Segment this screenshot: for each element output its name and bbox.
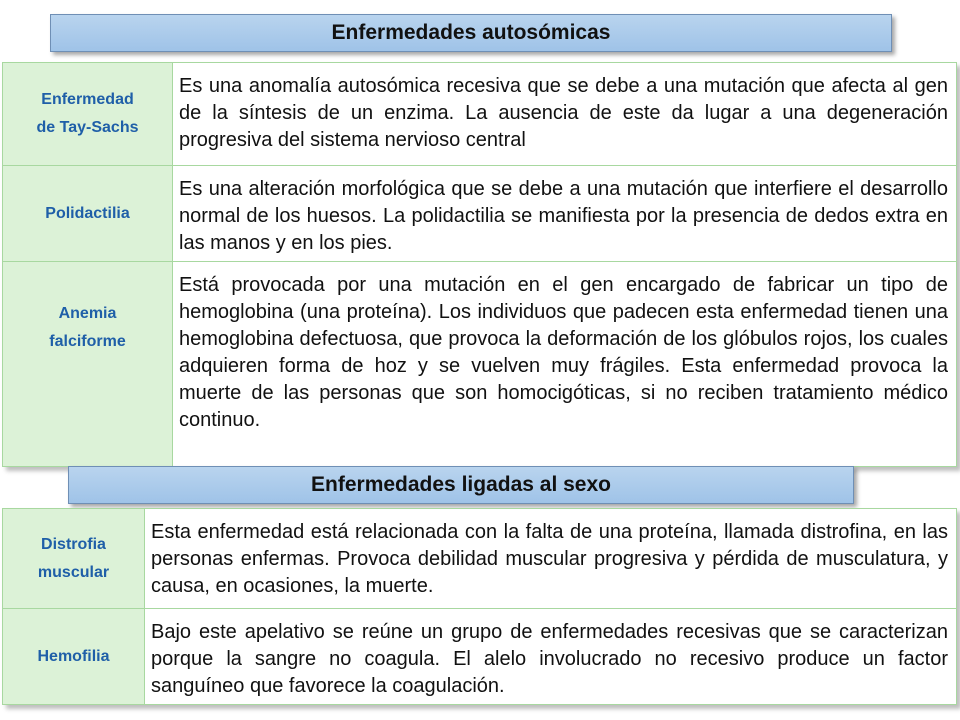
disease-name-line: Hemofilia xyxy=(37,647,110,665)
disease-name-cell xyxy=(3,609,145,705)
disease-name-line: Distrofia xyxy=(41,535,106,553)
sex-linked-diseases-table xyxy=(2,508,957,705)
disease-name-line: muscular xyxy=(37,563,110,581)
sex-linked-section-title: Enfermedades ligadas al sexo xyxy=(68,466,854,504)
table-row xyxy=(3,609,957,705)
table-row xyxy=(3,63,957,166)
disease-name-line: falciforme xyxy=(49,333,126,350)
table-row xyxy=(3,262,957,467)
disease-name-line: de Tay-Sachs xyxy=(36,119,139,136)
disease-name-cell xyxy=(3,63,173,166)
autosomal-section-title: Enfermedades autosómicas xyxy=(50,14,892,52)
disease-name-cell xyxy=(3,509,145,609)
disease-description: Es una anomalía autosómica recesiva que se debe a una mutación que afecta al gen de la síntesis de un enzima. La ausencia de este da lugar a una degeneración progresiva del sistema nervioso central xyxy=(173,63,957,166)
disease-description: Es una alteración morfológica que se debe a una mutación que interfiere el desarrollo normal de los huesos. La polidactilia se manifiesta por la presencia de dedos extra en las manos y en los pies. xyxy=(173,166,957,262)
table-row xyxy=(3,166,957,262)
disease-name-line: Anemia xyxy=(58,305,117,322)
disease-name-cell xyxy=(3,166,173,262)
table-row xyxy=(3,509,957,609)
disease-name-line: Polidactilia xyxy=(45,204,130,222)
autosomal-diseases-table xyxy=(2,62,957,467)
disease-description: Bajo este apelativo se reúne un grupo de enfermedades recesivas que se caracterizan porque la sangre no coagula. El alelo involucrado no recesivo produce un factor sanguíneo que favorece la coagulación. xyxy=(145,609,957,705)
disease-name-cell xyxy=(3,262,173,467)
disease-description: Esta enfermedad está relacionada con la falta de una proteína, llamada distrofina, en las personas enfermas. Provoca debilidad muscular progresiva y pérdida de musculatura, y causa, en ocasiones, la muerte. xyxy=(145,509,957,609)
disease-name-line: Enfermedad xyxy=(41,91,134,108)
disease-description: Está provocada por una mutación en el gen encargado de fabricar un tipo de hemoglobina (una proteína). Los individuos que padecen esta enfermedad tienen una hemoglobina defectuosa, que provoca la deformación de los glóbulos rojos, los cuales adquieren forma de hoz y se vuelven muy frágiles. Esta enfermedad provoca la muerte de las personas que son homocigóticas, si no reciben tratamiento médico continuo. xyxy=(173,262,957,467)
